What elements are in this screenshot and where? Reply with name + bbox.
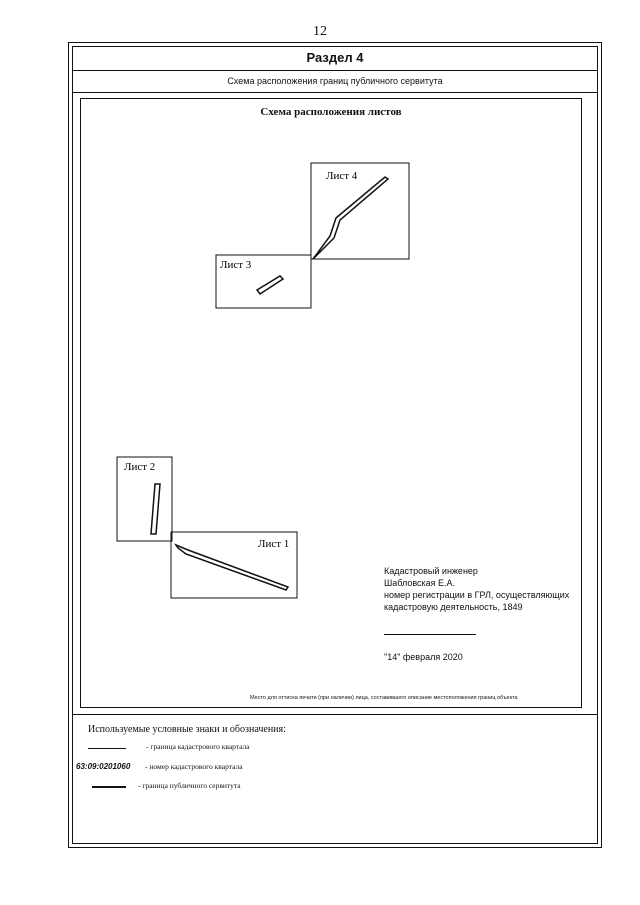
- legend-text-quarter-boundary: - граница кадастрового квартала: [146, 742, 250, 751]
- servitude-boundary-sheet-2: [151, 484, 160, 534]
- scheme-title: Схема расположения границ публичного сервитута: [227, 76, 443, 86]
- sheet-4-label: Лист 4: [326, 170, 358, 182]
- engineer-block: [384, 565, 574, 613]
- sheet-1-label: Лист 1: [258, 538, 290, 550]
- engineer-name: Шабловская Е.А.: [384, 578, 456, 588]
- legend-text-servitude-boundary: - граница публичного сервитута: [138, 781, 241, 790]
- sign-date: "14" февраля 2020: [384, 652, 463, 662]
- signature-line: [384, 634, 476, 635]
- legend-text-quarter-number: - номер кадастрового квартала: [145, 762, 243, 771]
- page-number: 12: [313, 24, 327, 39]
- servitude-boundary-sheet-4: [313, 177, 388, 259]
- servitude-boundary-sheet-3: [257, 276, 283, 294]
- sheet-2-label: Лист 2: [124, 461, 156, 473]
- sheet-3-label: Лист 3: [220, 259, 252, 271]
- legend-symbol-quarter-number: 63:09:0201060: [76, 762, 131, 771]
- stamp-note: Место для оттиска печати (при наличии) лица, составившего описание местоположения границ объекта: [250, 695, 518, 701]
- servitude-boundary-sheet-1: [176, 545, 288, 590]
- engineer-registration: номер регистрации в ГРЛ, осуществляющих: [384, 590, 570, 600]
- legend-title: Используемые условные знаки и обозначения:: [88, 724, 286, 735]
- engineer-role: Кадастровый инженер: [384, 566, 478, 576]
- legend-symbol-servitude-boundary: [92, 786, 126, 788]
- section-title: Раздел 4: [306, 50, 364, 65]
- legend-symbol-quarter-boundary: [88, 748, 126, 749]
- sheets-title: Схема расположения листов: [260, 106, 402, 118]
- engineer-registration-cont: кадастровую деятельность, 1849: [384, 602, 523, 612]
